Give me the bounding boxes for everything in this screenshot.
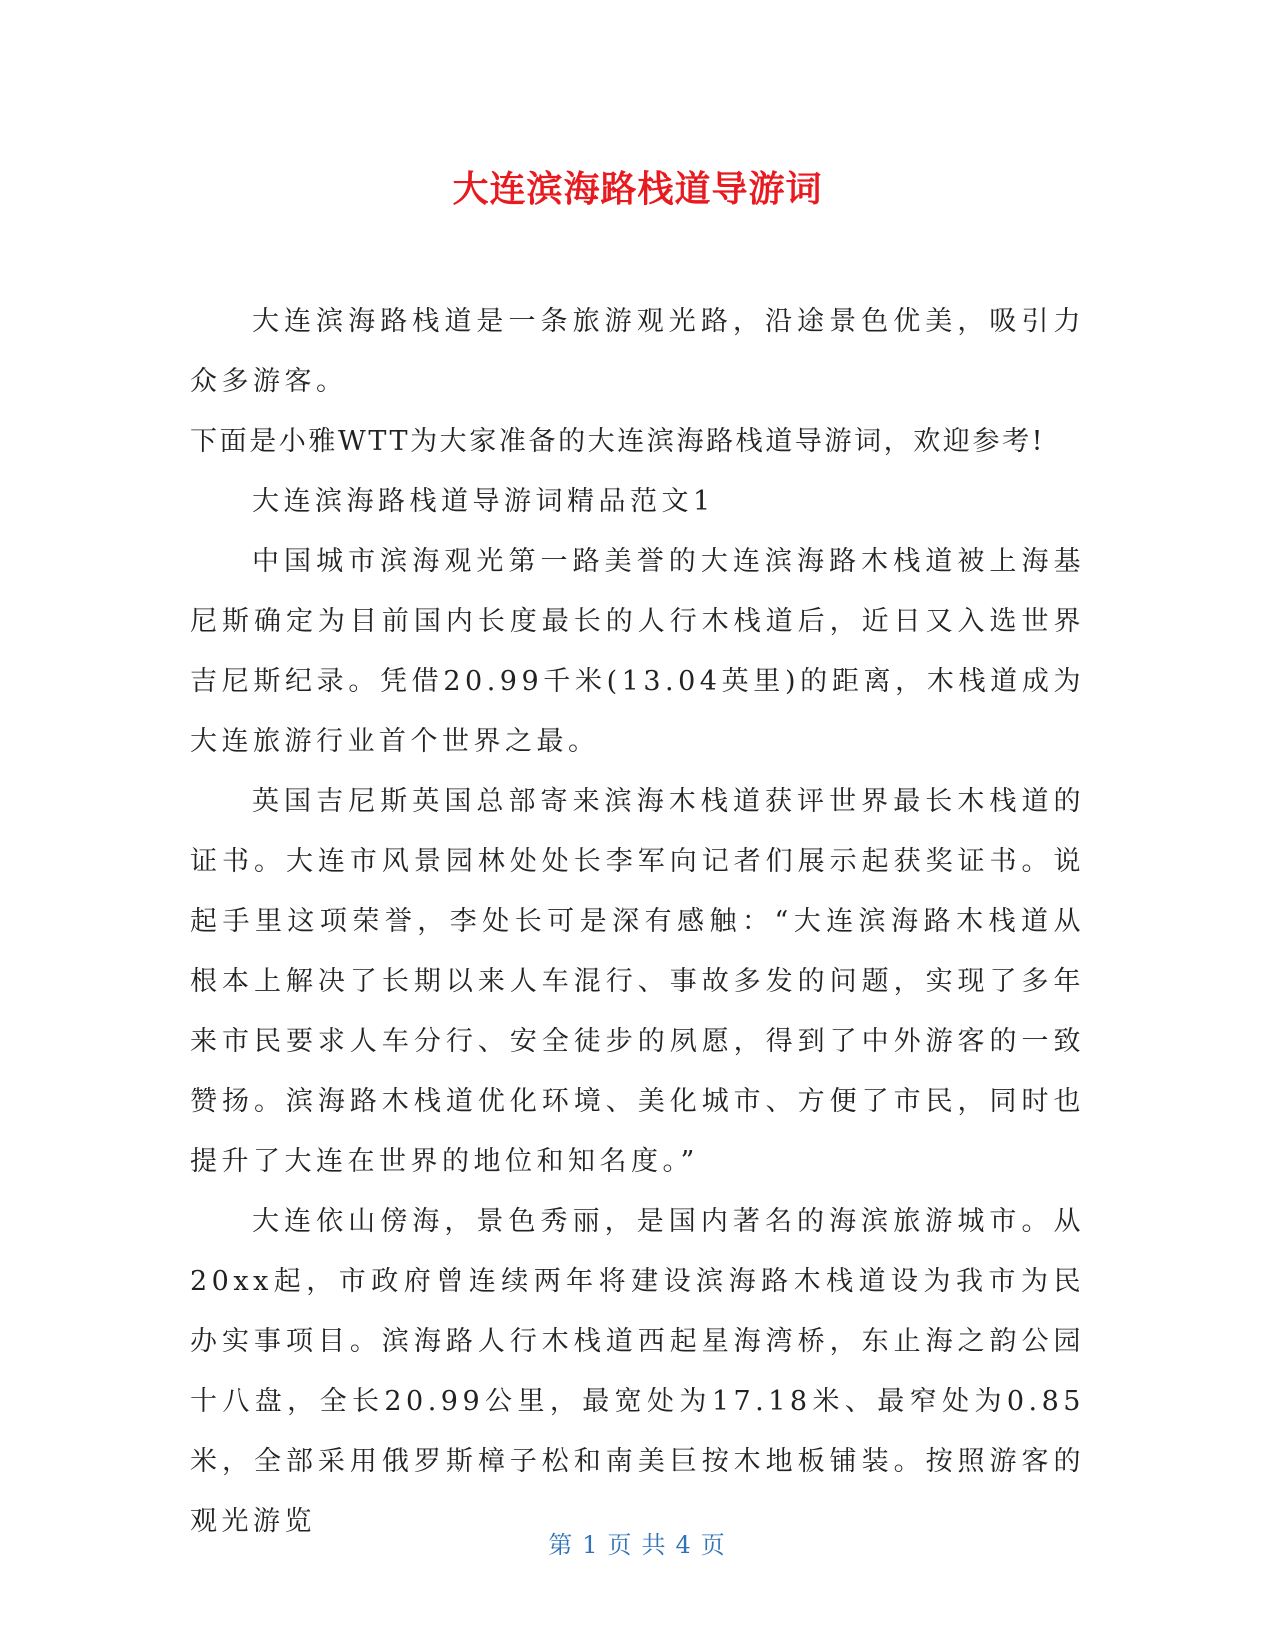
footer-label-total: 共 <box>641 1531 668 1559</box>
document-body <box>190 292 1085 1552</box>
footer-label-of: 页 <box>607 1531 634 1559</box>
document-title: 大连滨海路栈道导游词 <box>452 169 823 210</box>
footer-label-end: 页 <box>700 1531 727 1559</box>
paragraph-preface: 下面是小雅WTT为大家准备的大连滨海路栈道导游词，欢迎参考! <box>190 426 1046 457</box>
footer-total-pages: 4 <box>675 1531 693 1559</box>
paragraph-intro: 大连滨海路栈道是一条旅游观光路，沿途景色优美，吸引力众多游客。 <box>190 306 1085 397</box>
paragraph-boardwalk-details: 大连依山傍海，景色秀丽，是国内著名的海滨旅游城市。从20xx起，市政府曾连续两年将建设滨海路木栈道设为我市为民办实事项目。滨海路人行木栈道西起星海湾桥，东止海之韵公园十八盘，全长20.99公里，最宽处为17.18米、最窄处为0.85米，全部采用俄罗斯樟子松和南美巨按木地板铺装。按照游客的观光游览 <box>190 1206 1085 1537</box>
paragraph-certificate: 英国吉尼斯英国总部寄来滨海木栈道获评世界最长木栈道的证书。大连市风景园林处处长李军向记者们展示起获奖证书。说起手里这项荣誉，李处长可是深有感触：“大连滨海路木栈道从根本上解决了长期以来人车混行、事故多发的问题，实现了多年来市民要求人车分行、安全徒步的夙愿，得到了中外游客的一致赞扬。滨海路木栈道优化环境、美化城市、方便了市民，同时也提升了大连在世界的地位和知名度。” <box>190 786 1085 1177</box>
page-footer <box>0 1525 1275 1560</box>
section-heading: 大连滨海路栈道导游词精品范文1 <box>252 486 715 517</box>
paragraph-guinness-record: 中国城市滨海观光第一路美誉的大连滨海路木栈道被上海基尼斯确定为目前国内长度最长的人行木栈道后，近日又入选世界吉尼斯纪录。凭借20.99千米(13.04英里)的距离，木栈道成为大连旅游行业首个世界之最。 <box>190 546 1085 757</box>
footer-current-page: 1 <box>582 1531 600 1559</box>
footer-label-page: 第 <box>548 1531 575 1559</box>
